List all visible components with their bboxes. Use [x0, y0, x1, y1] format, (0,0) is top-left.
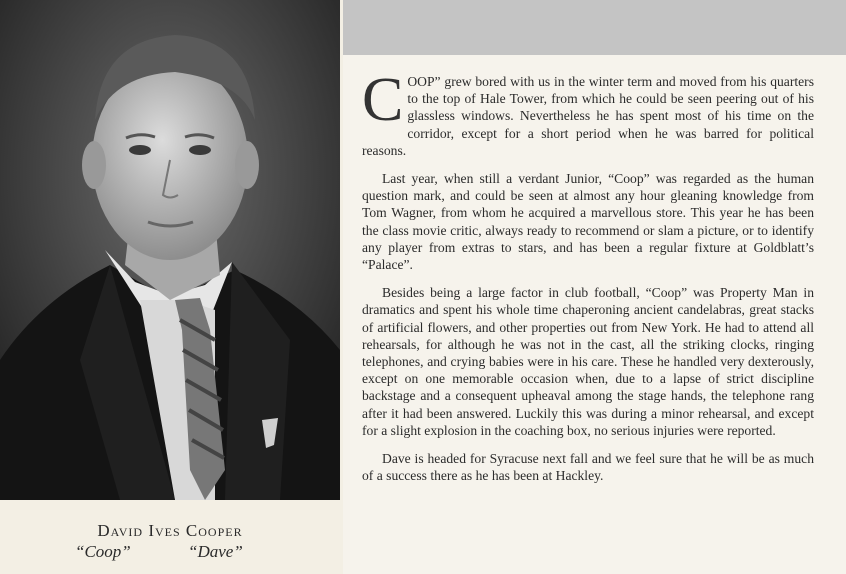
portrait-illustration [0, 0, 340, 500]
paragraph-1 [362, 66, 814, 159]
paragraph-1-text: OOP” grew bored with us in the winter term and moved from his quarters to the top of Hale Tower, from which he could be seen peering out of his glassless windows. Nevertheless he has spent most of his time on the corridor, except for a short period when he was barred for political reasons. [362, 74, 814, 158]
paragraph-2: Last year, when still a verdant Junior, “Coop” was regarded as the human question mark, and could be seen at almost any hour gleaning knowledge from Tom Wagner, from whom he acquired a marvellous store. This year he has been the class movie critic, always ready to recommend or slam a picture, or to identify any player from extras to stars, and has been a regular fixture at Goldblatt’s “Palace”. [362, 171, 814, 273]
left-page [0, 0, 343, 574]
caption-nickname-dave: “Dave” [188, 542, 243, 561]
paragraph-4: Dave is headed for Syracuse next fall and we feel sure that he will be as much of a success there as he has been at Hackley. [362, 451, 814, 484]
portrait-photo [0, 0, 340, 500]
article-text [362, 66, 814, 484]
drop-cap: C [362, 66, 404, 134]
caption-name: David Ives Cooper [97, 521, 243, 540]
paragraph-3: Besides being a large factor in club football, “Coop” was Property Man in dramatics and spent his whole time chaperoning ancient candelabras, great stacks of artificial flowers, and other properties out from New York. He had to attend all rehearsals, for although he was not in the cast, all the striking clocks, ringing telephones, and crying babies were in his care. These he handled very dexterously, except on one memorable occasion when, due to a lapse of strict discipline backstage and a consequent upheaval among the stage hands, the telephone rang after it had been answered. Luckily this was during a minor rehearsal, and except for a slight explosion in the coaching box, no serious injuries were reported. [362, 285, 814, 438]
scan-gray-margin [343, 0, 846, 55]
caption-nickname-coop: “Coop” [75, 542, 131, 561]
